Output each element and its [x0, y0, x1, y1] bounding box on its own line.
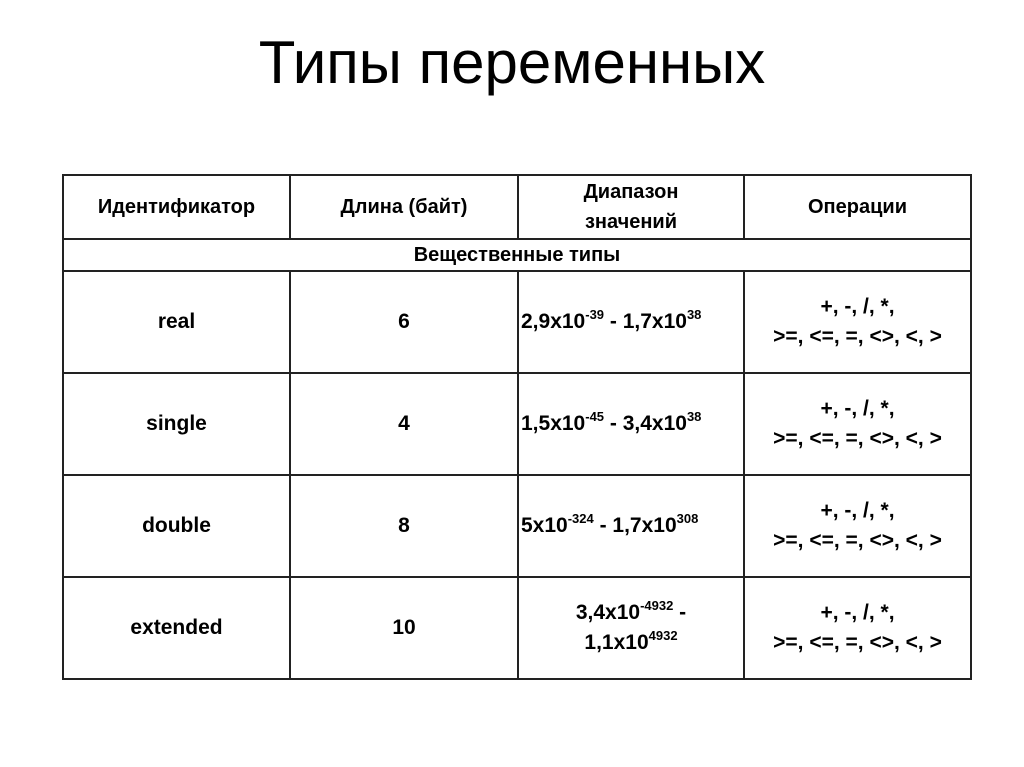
operations-line-2: >=, <=, =, <>, <, > [773, 325, 942, 348]
operations-line-2: >=, <=, =, <>, <, > [773, 529, 942, 552]
range-value: $5x10^{-324} - 1,7x10^{308}$ [521, 511, 699, 537]
operations-line-2: >=, <=, =, <>, <, > [773, 427, 942, 450]
operations-line-2: >=, <=, =, <>, <, > [773, 631, 942, 654]
range-value-line-2: $1,1x10^{4932}$ [584, 628, 678, 654]
cell-length: 4 [290, 373, 518, 475]
header-range [518, 175, 744, 239]
cell-operations [744, 271, 971, 373]
cell-identifier: double [63, 475, 290, 577]
cell-length: 6 [290, 271, 518, 373]
cell-range [518, 373, 744, 475]
range-value: $2,9x10^{-39} - 1,7x10^{38}$ [521, 307, 702, 333]
header-identifier: Идентификатор [63, 175, 290, 239]
cell-identifier: extended [63, 577, 290, 679]
variable-types-table [62, 174, 972, 680]
page-title: Типы переменных [258, 29, 766, 96]
cell-range [518, 475, 744, 577]
section-label: Вещественные типы [63, 239, 971, 271]
table-header-row [63, 175, 971, 239]
section-row [63, 239, 971, 271]
range-value-line-1: $3,4x10^{-4932}$ - [575, 598, 687, 624]
cell-range [518, 577, 744, 679]
cell-identifier: single [63, 373, 290, 475]
header-range-label: Диапазон значений [583, 181, 679, 233]
operations-line-1: +, -, /, *, [820, 295, 895, 318]
cell-range [518, 271, 744, 373]
cell-length: 8 [290, 475, 518, 577]
operations-line-1: +, -, /, *, [820, 499, 895, 522]
table-row [63, 475, 971, 577]
table-row [63, 373, 971, 475]
cell-operations [744, 373, 971, 475]
table-row [63, 271, 971, 373]
operations-line-1: +, -, /, *, [820, 601, 895, 624]
range-value: $1,5x10^{-45} - 3,4x10^{38}$ [521, 409, 702, 435]
cell-identifier: real [63, 271, 290, 373]
operations-line-1: +, -, /, *, [820, 397, 895, 420]
header-length: Длина (байт) [290, 175, 518, 239]
table-row [63, 577, 971, 679]
cell-length: 10 [290, 577, 518, 679]
cell-operations [744, 475, 971, 577]
cell-operations [744, 577, 971, 679]
header-operations: Операции [744, 175, 971, 239]
